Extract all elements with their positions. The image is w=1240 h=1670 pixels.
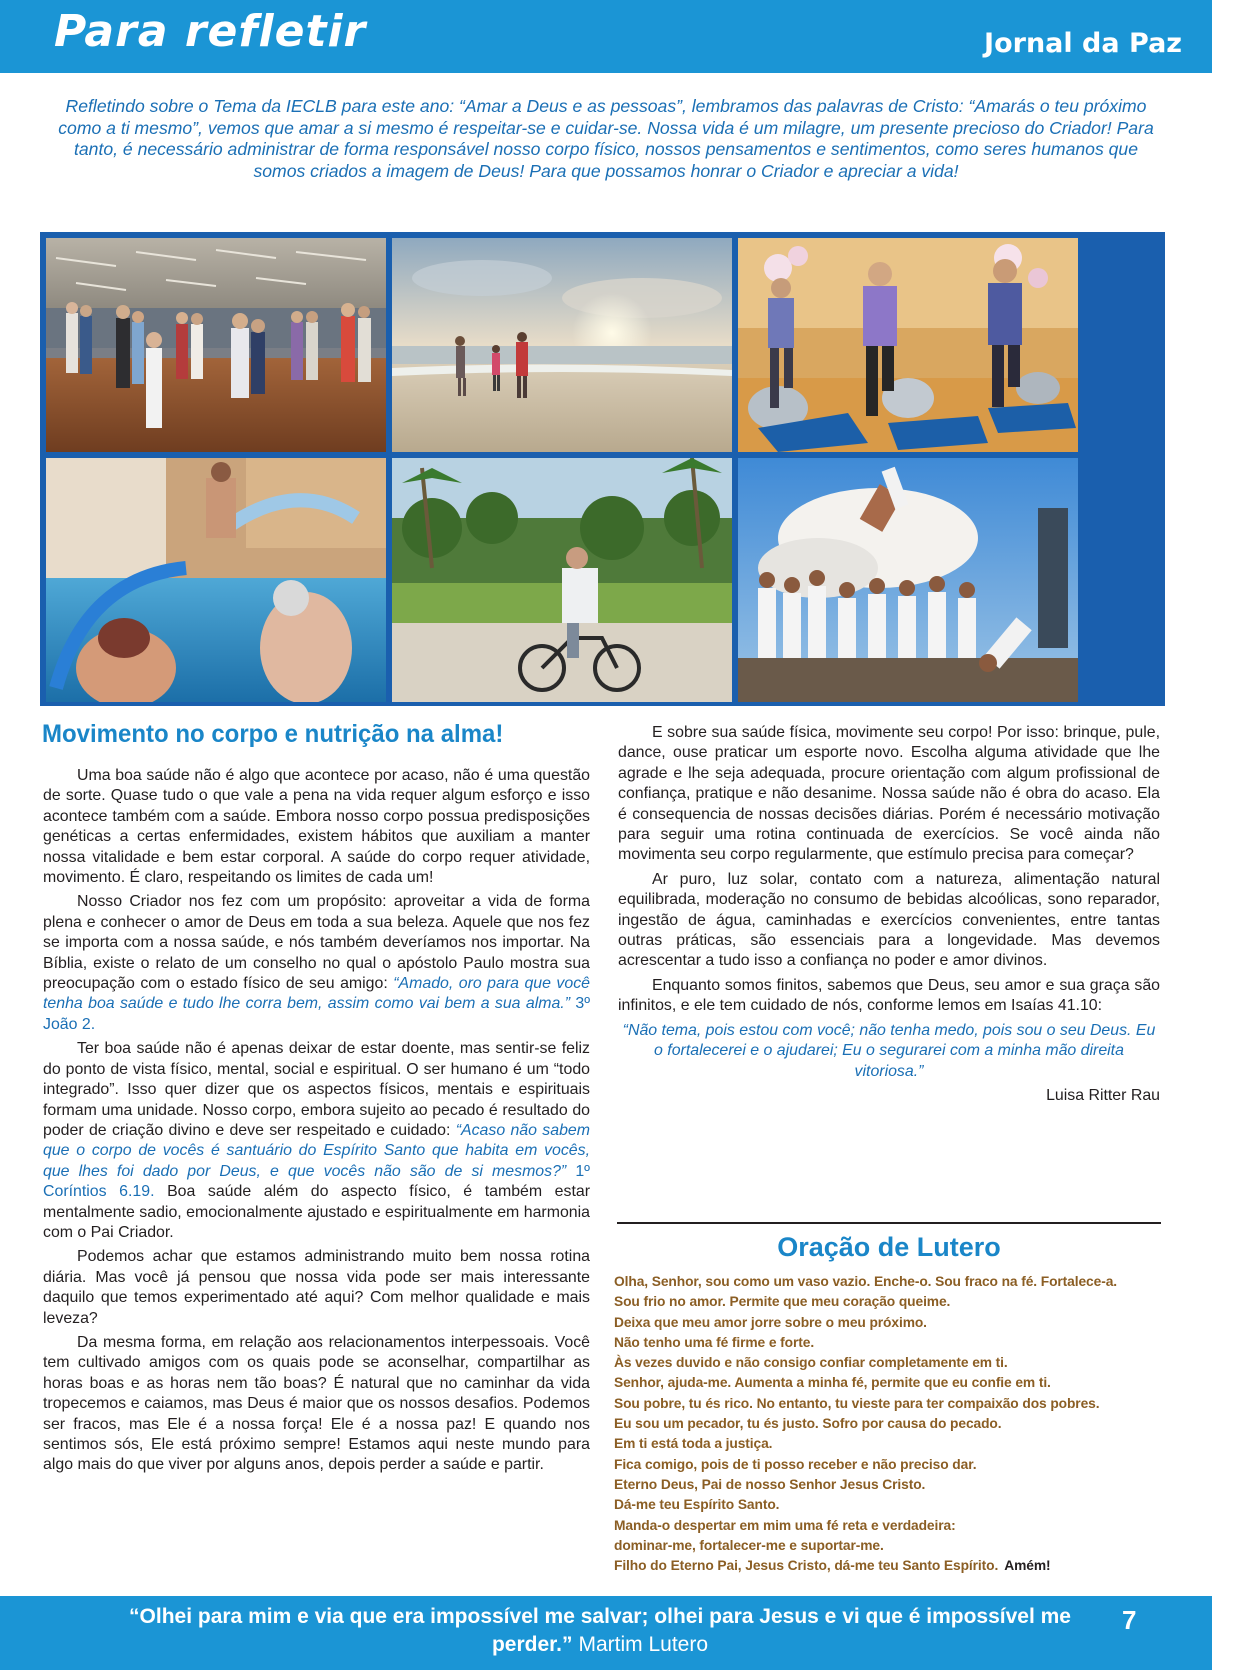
photo-ballroom-dancing — [46, 238, 386, 452]
article-author: Luisa Ritter Rau — [1046, 1086, 1160, 1104]
photo-collage — [40, 232, 1165, 706]
article-paragraph: Ar puro, luz solar, contato com a natureza, alimentação natural equilibrada, moderação no consumo de bebidas alcoólicas, sono reparador, ingestão de água, caminhadas e exercícios convenientes, entre tantas outras práticas, são essenciais para a longevidade. Mas devemos acrescentar a tudo isso a confiança no poder e amor divinos. — [618, 870, 1160, 970]
article-paragraph: E sobre sua saúde física, movimente seu corpo! Por isso: brinque, pule, dance, ouse praticar um esporte novo. Escolha alguma atividade que lhe agrade e lhe seja adequada, procure orientação com algum profissional de confiança, pratique e não desanime. Nossa saúde não é obra do acaso. Ela é consequencia de nossas decisões diárias. Porém é necessário motivação para seguir uma rotina continuada de exercícios. Se você ainda não movimenta seu corpo regularmente, que estímulo precisa para começar? — [618, 724, 1160, 864]
article-column-left — [43, 766, 590, 1480]
prayer-line: Senhor, ajuda-me. Aumenta a minha fé, permite que eu confie em ti. — [614, 1375, 1051, 1391]
prayer-text — [614, 1272, 1174, 1576]
photo-cycling-park — [392, 458, 732, 702]
article-paragraph: Da mesma forma, em relação aos relacionamentos interpessoais. Você tem cultivado amigos com os quais pode se aconselhar, compartilhar as horas boas e as horas nem tão boas? É natural que no caminhar da vida tropecemos e caiamos, mas Deus é maior que os nossos desafios. Podemos ser fracos, mas Ele é a nossa força! Ele é a nossa paz! E quando nos sentimos sós, Ele está próximo sempre! Estamos aqui neste mundo para algo mais do que viver por alguns anos, depois perder a saúde e partir. — [43, 1333, 590, 1474]
prayer-title: Oração de Lutero — [777, 1232, 1001, 1262]
bible-reference: 1º Coríntios 6.19. — [43, 1162, 590, 1201]
prayer-line: Deixa que meu amor jorre sobre o meu próximo. — [614, 1314, 927, 1330]
footer-quote-author: Martim Lutero — [578, 1633, 709, 1656]
bible-quote: “Amado, oro para que você tenha boa saúde e tudo lhe corra bem, assim como vai bem a sua alma.” — [43, 975, 590, 1013]
article-paragraph: Podemos achar que estamos administrando muito bem nossa rotina diária. Mas você já pensou que nossa vida pode ser mais interessante daquilo que temos experimentado até aqui? Com melhor qualidade e mais leveza? — [43, 1248, 590, 1327]
intro-paragraph: Refletindo sobre o Tema da IECLB para este ano: “Amar a Deus e as pessoas”, lembramos das palavras de Cristo: “Amarás o teu próximo como a ti mesmo”, vemos que amar a si mesmo é respeitar-se e cuidar-se. Nossa vida é um milagre, um presente precioso do Criador! Para tanto, é necessário administrar de forma responsável nosso corpo físico, nossos pensamentos e sentimentos, como seres humanos que somos criados a imagem de Deus! Para que possamos honrar o Criador e apreciar a vida! — [58, 96, 1154, 181]
prayer-line: Eterno Deus, Pai de nosso Senhor Jesus Cristo. — [614, 1476, 926, 1492]
section-divider — [617, 1222, 1161, 1224]
photo-water-aerobics — [46, 458, 386, 702]
article-column-right — [618, 723, 1160, 1114]
prayer-line: Sou frio no amor. Permite que meu coração queime. — [614, 1294, 951, 1310]
bible-quote: “Acaso não sabem que o corpo de vocês é santuário do Espírito Santo que habita em vocês, que lhes foi dado por Deus, e que vocês não são de si mesmos?” — [43, 1121, 590, 1180]
prayer-line: Não tenho uma fé firme e forte. — [614, 1334, 815, 1350]
prayer-line: Às vezes duvido e não consigo confiar completamente em ti. — [614, 1355, 1008, 1371]
prayer-amen: Amém! — [1004, 1558, 1051, 1574]
footer-quote: “Olhei para mim e via que era impossível me salvar; olhei para Jesus e vi que é impossível me perder.” Martim Lutero — [129, 1605, 1071, 1656]
photo-beach-walk — [392, 238, 732, 452]
prayer-line: Sou pobre, tu és rico. No entanto, tu vieste para ter compaixão dos pobres. — [614, 1395, 1100, 1411]
photo-senior-exercise-class — [738, 238, 1078, 452]
prayer-line: Olha, Senhor, sou como um vaso vazio. Enche-o. Sou fraco na fé. Fortalece-a. — [614, 1274, 1118, 1289]
photo-capoeira — [738, 458, 1078, 702]
bible-reference: 3º João 2. — [43, 995, 590, 1033]
journal-name: Jornal da Paz — [984, 28, 1182, 59]
prayer-line: dominar-me, fortalecer-me e suportar-me. — [614, 1537, 884, 1553]
prayer-line: Eu sou um pecador, tu és justo. Sofro por causa do pecado. — [614, 1416, 1002, 1432]
section-title: Para refletir — [54, 6, 367, 57]
article-paragraph: Enquanto somos finitos, sabemos que Deus, seu amor e sua graça são infinitos, e ele tem cuidado de nós, conforme lemos em Isaías 41.10: — [618, 976, 1160, 1015]
article-paragraph: Uma boa saúde não é algo que acontece por acaso, não é uma questão de sorte. Quase tudo o que vale a pena na vida requer algum esforço e isso acontece também com a saúde. Embora nosso corpo possua predisposições genéticas a certas enfermidades, existem hábitos que auxiliam a manter nossa vitalidade e bem estar corporal. A saúde do corpo requer atividade, movimento. É claro, respeitando os limites de cada um! — [43, 767, 590, 887]
prayer-line: Fica comigo, pois de ti posso receber e não preciso dar. — [614, 1456, 977, 1472]
prayer-line: Filho do Eterno Pai, Jesus Cristo, dá-me teu Santo Espírito. Amém! — [614, 1558, 1051, 1574]
article-paragraph: Nosso Criador nos fez com um propósito: aproveitar a vida de forma plena e conhecer o amor de Deus em toda a sua beleza. Aquele que nos fez se importa com a nossa saúde, e nós também deveríamos nos importar. Na Bíblia, existe o relato de um conselho no qual o apóstolo Paulo mostra sua preocupação com o estado físico de seu amigo: “Amado, oro para que você tenha boa saúde e tudo lhe corra bem, assim como vai bem a sua alma.” 3º João 2. — [43, 893, 590, 1033]
article-paragraph: Ter boa saúde não é apenas deixar de estar doente, mas sentir-se feliz do ponto de vista físico, mental, social e espiritual. O ser humano é um “todo integrado”. Isso quer dizer que os aspectos físicos, mentais e espirituais formam uma unidade. Nosso corpo, embora sujeito ao pecado é resultado do poder de criação divino e deve ser respeitado e cuidado: “Acaso não sabem que o corpo de vocês é santuário do Espírito Santo que habita em vocês, que lhes foi dado por Deus, e que vocês não são de si mesmos?” 1º Coríntios 6.19. Boa saúde além do aspecto físico, é também estar mentalmente sadio, emocionalmente ajustado e espiritualmente em harmonia com o Pai Criador. — [43, 1040, 590, 1241]
prayer-line: Manda-o despertar em mim uma fé reta e verdadeira: — [614, 1517, 956, 1533]
prayer-line: Em ti está toda a justiça. — [614, 1436, 773, 1452]
article-title: Movimento no corpo e nutrição na alma! — [42, 720, 504, 748]
prayer-line: Dá-me teu Espírito Santo. — [614, 1497, 780, 1513]
page-number: 7 — [1122, 1605, 1137, 1635]
bible-verse: “Não tema, pois estou com você; não tenha medo, pois sou o seu Deus. Eu o fortalecerei e o ajudarei; Eu o segurarei com a minha mão direita vitoriosa.” — [622, 1021, 1156, 1080]
